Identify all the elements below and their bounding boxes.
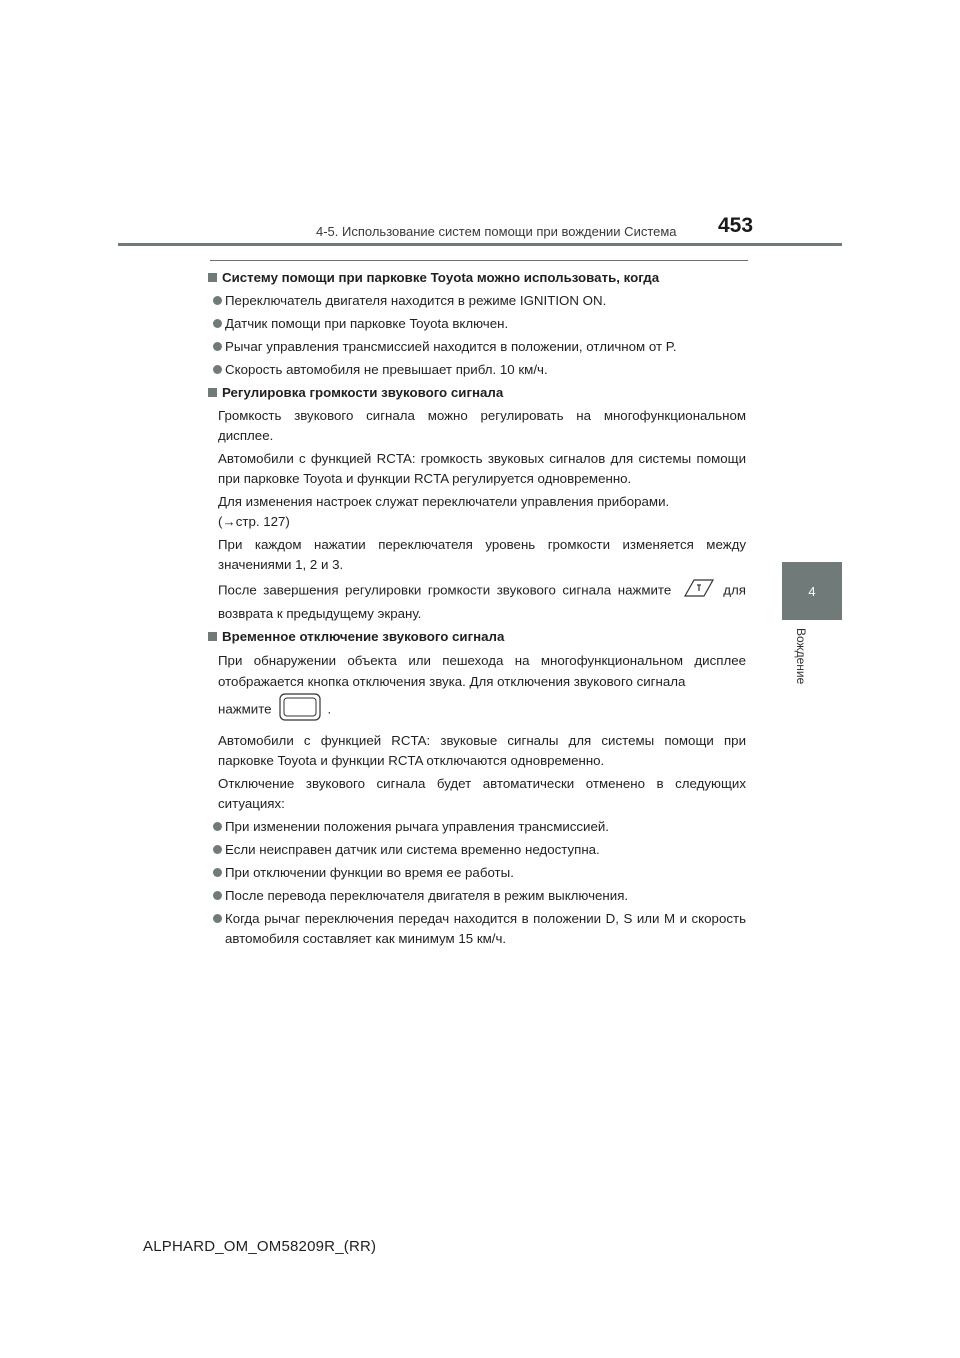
document-code: ALPHARD_OM_OM58209R_(RR) [143,1238,377,1255]
volume-heading: Регулировка громкости звукового сигнала [208,383,746,403]
section-title: 4-5. Использование систем помощи при вождении Система [316,224,677,239]
bullet-icon [213,296,222,305]
chapter-label: Вождение [794,628,808,685]
bullet-icon [213,868,222,877]
chapter-tab [782,562,842,620]
chapter-number: 4 [808,583,816,599]
mute-paragraph: При обнаружении объекта или пешехода на многофункциональном дисплее отображается кнопка отключения звука. Для отключения звукового сигнала нажмите . [208,650,746,728]
bullet-icon [213,822,222,831]
mute-cancel-paragraph: Отключение звукового сигнала будет автоматически отменено в следующих ситуациях: [218,776,746,811]
volume-levels-paragraph: При каждом нажатии переключателя уровень громкости изменяется между значениями 1, 2 и 3. [218,537,746,572]
content-body [208,268,746,952]
bullet-icon [213,365,222,374]
bullet-icon [213,845,222,854]
volume-back-paragraph: После завершения регулировки громкости звукового сигнала нажмите для возврата к предыдущему экрану. [208,578,746,624]
list-item: После перевода переключателя двигателя в режим выключения. [208,886,746,906]
bullet-icon [213,342,222,351]
list-item: При изменении положения рычага управления трансмиссией. [208,817,746,837]
list-item: При отключении функции во время ее работы. [208,863,746,883]
conditions-heading: Систему помощи при парковке Toyota можно использовать, когда [208,268,746,288]
volume-rcta-paragraph: Автомобили с функцией RCTA: громкость звуковых сигналов для системы помощи при парковке Toyota и функции RCTA регулируется одновременно. [218,451,746,486]
list-item: Датчик помощи при парковке Toyota включен. [208,314,746,334]
bullet-icon [213,914,222,923]
content-divider [210,260,748,261]
list-item: Скорость автомобиля не превышает прибл. 10 км/ч. [208,360,746,380]
bullet-icon [213,891,222,900]
header-divider [118,243,842,246]
list-item: Когда рычаг переключения передач находится в положении D, S или M и скорость автомобиля составляет как минимум 15 км/ч. [208,909,746,949]
volume-settings-paragraph: Для изменения настроек служат переключатели управления приборами. (→стр. 127) [218,494,670,529]
list-item: Переключатель двигателя находится в режиме IGNITION ON. [208,291,746,311]
list-item: Рычаг управления трансмиссией находится в положении, отличном от P. [208,337,746,357]
volume-paragraph: Громкость звукового сигнала можно регулировать на многофункциональном дисплее. [218,408,746,443]
bullet-icon [213,319,222,328]
mute-rcta-paragraph: Автомобили с функцией RCTA: звуковые сигналы для системы помощи при парковке Toyota и функции RCTA отключаются одновременно. [218,733,746,768]
back-arrow-icon [677,578,717,604]
mute-heading: Временное отключение звукового сигнала [208,627,746,647]
page-reference: (→стр. 127) [218,514,290,529]
mute-button-icon [278,692,322,728]
page-number: 453 [718,214,754,237]
list-item: Если неисправен датчик или система временно недоступна. [208,840,746,860]
